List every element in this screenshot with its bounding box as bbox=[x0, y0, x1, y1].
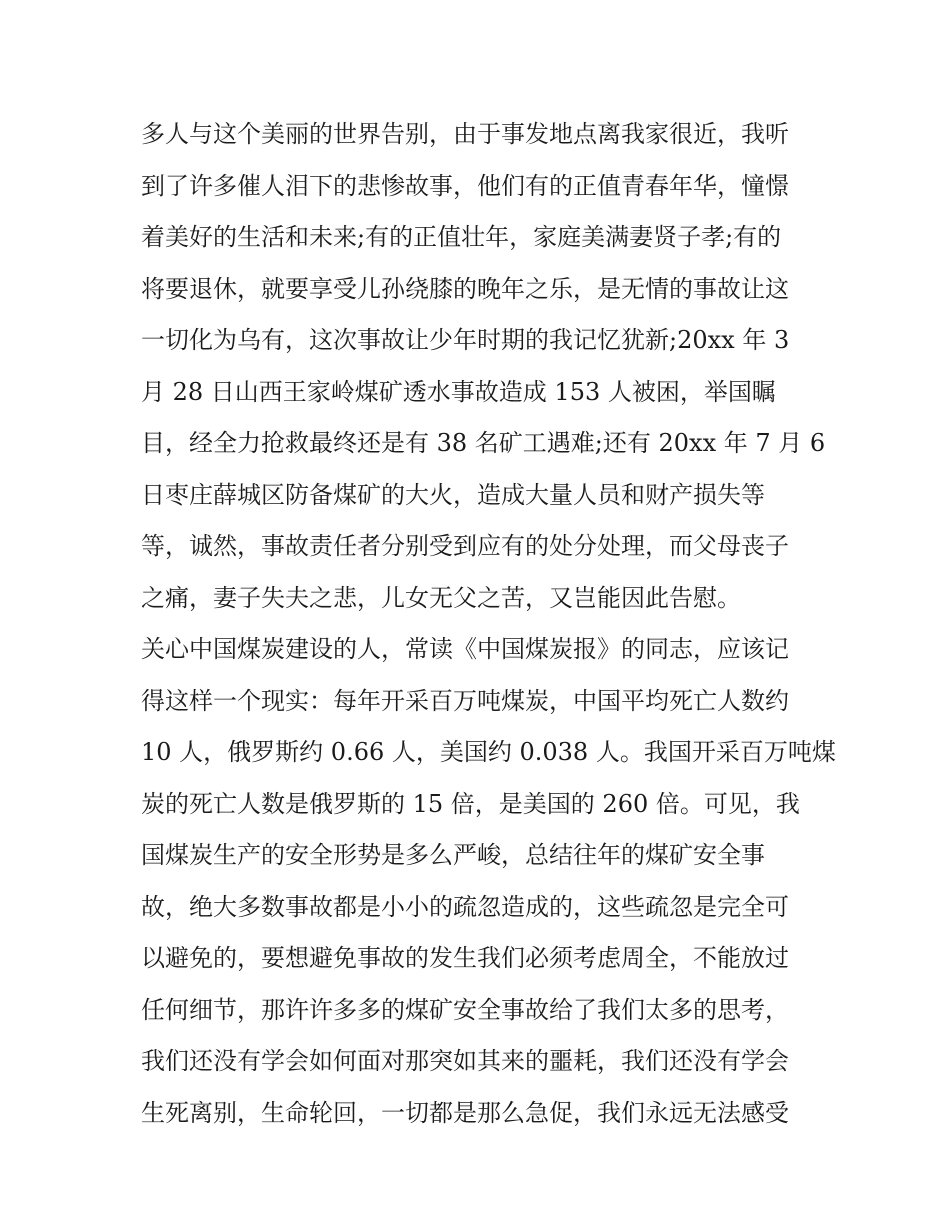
text-line: 到了许多催人泪下的悲惨故事，他们有的正值青春年华，憧憬 bbox=[141, 171, 789, 200]
text-line: 得这样一个现实：每年开采百万吨煤炭，中国平均死亡人数约 bbox=[141, 686, 789, 715]
body-text bbox=[141, 109, 836, 1139]
text-line: 炭的死亡人数是俄罗斯的 15 倍，是美国的 260 倍。可见，我 bbox=[141, 789, 800, 818]
text-line: 一切化为乌有，这次事故让少年时期的我记忆犹新;20xx 年 3 bbox=[141, 326, 790, 354]
text-line: 任何细节，那许许多多的煤矿安全事故给了我们太多的思考， bbox=[141, 995, 789, 1024]
text-line: 月 28 日山西王家岭煤矿透水事故造成 153 人被困，举国瞩 bbox=[141, 377, 776, 406]
text-line: 我们还没有学会如何面对那突如其来的噩耗，我们还没有学会 bbox=[141, 1047, 789, 1075]
text-line: 关心中国煤炭建设的人，常读《中国煤炭报》的同志，应该记 bbox=[141, 635, 789, 663]
text-line: 之痛，妻子失夫之悲，儿女无父之苦，又岂能因此告慰。 bbox=[141, 583, 741, 612]
text-line: 将要退休，就要享受儿孙绕膝的晚年之乐，是无情的事故让这 bbox=[141, 274, 789, 303]
text-line: 故，绝大多数事故都是小小的疏忽造成的，这些疏忽是完全可 bbox=[141, 892, 789, 921]
text-line: 生死离别，生命轮回，一切都是那么急促，我们永远无法感受 bbox=[141, 1098, 789, 1127]
text-line: 等，诚然，事故责任者分别受到应有的处分处理，而父母丧子 bbox=[141, 532, 789, 560]
text-line: 多人与这个美丽的世界告别，由于事发地点离我家很近，我听 bbox=[141, 120, 789, 148]
text-line: 国煤炭生产的安全形势是多么严峻，总结往年的煤矿安全事 bbox=[141, 841, 765, 869]
text-line: 着美好的生活和未来;有的正值壮年，家庭美满妻贤子孝;有的 bbox=[141, 223, 782, 251]
text-line: 目，经全力抢救最终还是有 38 名矿工遇难;还有 20xx 年 7 月 6 bbox=[141, 429, 826, 457]
text-line: 日枣庄薛城区防备煤矿的大火，造成大量人员和财产损失等 bbox=[141, 480, 765, 509]
text-line: 以避免的，要想避免事故的发生我们必须考虑周全，不能放过 bbox=[141, 944, 789, 972]
text-line: 10 人，俄罗斯约 0.66 人，美国约 0.038 人。我国开采百万吨煤 bbox=[141, 738, 836, 766]
